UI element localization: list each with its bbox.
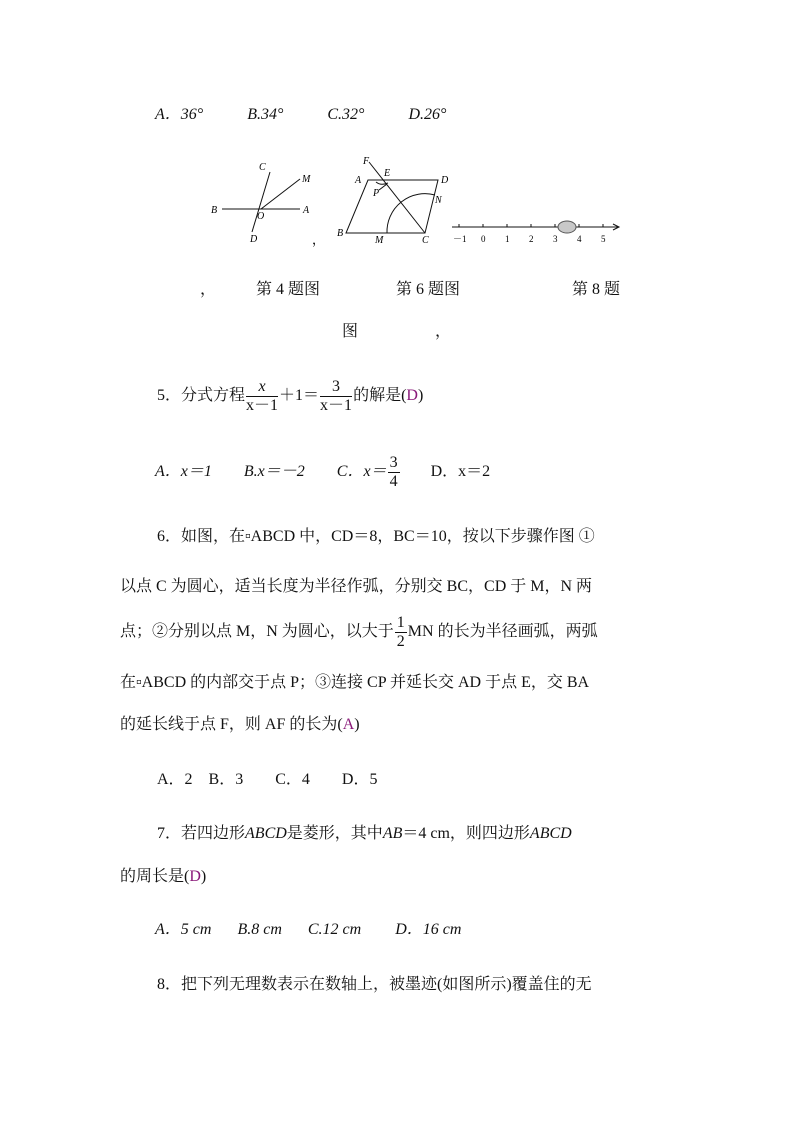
q5-fraction-1-numerator: x xyxy=(246,378,278,397)
q5-middle: ＋1＝ xyxy=(279,387,320,404)
q3-option-c: C.32° xyxy=(327,106,365,123)
tick-label: 4 xyxy=(577,234,582,244)
q5-suffix: 的解是( xyxy=(353,387,407,404)
q7-answer: D xyxy=(189,868,201,885)
q5-fraction-2-numerator: 3 xyxy=(320,378,352,397)
q5-option-d: D．x＝2 xyxy=(430,463,491,480)
figures-row xyxy=(200,152,630,252)
q7-line-2-close: ) xyxy=(200,868,207,885)
fig6-label-f: F xyxy=(363,156,370,167)
q5-answer: D xyxy=(406,387,418,404)
tick-label: 2 xyxy=(529,234,534,244)
q7-options xyxy=(155,920,461,940)
q7-abcd-2: ABCD xyxy=(529,825,572,842)
q7-line-1-text: 7．若四边形 xyxy=(157,825,246,842)
caption-fig8: 第 8 题 xyxy=(572,281,621,298)
fig4-label-c: C xyxy=(259,162,266,173)
fig4-label-o: O xyxy=(257,211,265,222)
fig6-label-p: P xyxy=(373,188,380,199)
q7-line-2 xyxy=(120,867,206,887)
q5-option-c-numerator: 3 xyxy=(389,453,398,471)
q5-option-c-fraction xyxy=(388,454,400,491)
q7-option-a: A．5 cm xyxy=(155,921,212,938)
q3-option-d: D.26° xyxy=(408,106,447,123)
tick-label: 3 xyxy=(553,234,558,244)
q6-half-numerator: 1 xyxy=(396,613,405,631)
tick-label: －1 xyxy=(453,234,467,244)
q7-abcd: ABCD xyxy=(245,825,287,842)
q5-option-b: B.x＝－2 xyxy=(243,463,305,480)
q5-fraction-1 xyxy=(246,378,278,415)
figure-4 xyxy=(222,172,300,232)
ink-blot xyxy=(558,221,576,233)
q5-option-a: A．x＝1 xyxy=(155,463,212,480)
figure-8-number-line xyxy=(452,224,619,230)
q7-option-c: C.12 cm xyxy=(307,921,362,938)
q6-line-3-continuation: MN 的长为半径画弧，两弧 xyxy=(407,623,598,640)
fig4-label-m: M xyxy=(302,174,311,185)
caption-leading-comma: ， xyxy=(200,281,217,298)
fig6-label-c: C xyxy=(422,235,429,246)
q5-fraction-1-denominator: x－1 xyxy=(246,396,279,414)
q5-fraction-2 xyxy=(320,378,352,415)
q6-line-5-close: ) xyxy=(354,716,360,733)
q5-options xyxy=(155,452,490,492)
q5-prefix: 5．分式方程 xyxy=(157,387,246,404)
caption-fig4: 第 4 题图 xyxy=(256,281,321,298)
fig-comma-mid: ， xyxy=(312,232,326,247)
fig4-label-b: B xyxy=(211,205,218,216)
q7-ab: AB xyxy=(382,825,403,842)
q6-half-denominator: 2 xyxy=(396,632,405,650)
q5-option-c-denominator: 4 xyxy=(389,472,398,490)
tick-label: 0 xyxy=(481,234,486,244)
q6-line-1: 6．如图，在▫ABCD 中，CD＝8，BC＝10，按以下步骤作图 ① xyxy=(157,528,595,545)
fig6-label-e: E xyxy=(384,168,391,179)
q5-fraction-2-denominator: x－1 xyxy=(320,396,353,414)
q7-option-d: D．16 cm xyxy=(395,921,462,938)
fig4-label-a: A xyxy=(303,205,310,216)
q6-line-4: 在▫ABCD 的内部交于点 P；③连接 CP 并延长交 AD 于点 E，交 BA xyxy=(120,674,590,691)
q6-line-5-text: 的延长线于点 F，则 AF 的长为( xyxy=(120,716,343,733)
fig6-label-m: M xyxy=(375,235,384,246)
q8-line-1: 8．把下列无理数表示在数轴上，被墨迹(如图所示)覆盖住的无 xyxy=(157,976,592,993)
q7-line-2-text: 的周长是( xyxy=(120,868,190,885)
q6-line-3 xyxy=(120,612,598,652)
q5-suffix-close: ) xyxy=(417,387,424,404)
tick-label: 1 xyxy=(505,234,510,244)
q6-line-3-text: 点；②分别以点 M，N 为圆心，以大于 xyxy=(120,623,394,640)
fig4-label-d: D xyxy=(250,234,258,245)
fig6-label-d: D xyxy=(441,175,449,186)
question-5 xyxy=(157,376,423,416)
q6-line-2: 以点 C 为圆心，适当长度为半径作弧，分别交 BC，CD 于 M，N 两 xyxy=(120,578,593,595)
q7-line-1 xyxy=(157,824,572,844)
q5-option-c-label: C．x＝ xyxy=(336,463,387,480)
q6-answer: A xyxy=(342,716,355,733)
q7-option-b: B.8 cm xyxy=(237,921,282,938)
caption-fig6: 第 6 题图 xyxy=(396,281,461,298)
caption-trailing-comma: ， xyxy=(435,323,452,340)
q3-option-a: A．36° xyxy=(155,106,204,123)
tick-label: 5 xyxy=(601,234,606,244)
caption-fig8-continued: 图 xyxy=(342,323,359,340)
fig6-label-n: N xyxy=(435,195,442,206)
q7-line-1-mid: 是菱形，其中 xyxy=(286,825,383,842)
q6-half-fraction xyxy=(395,614,407,651)
q6-line-5 xyxy=(120,715,360,735)
q5-option-c xyxy=(336,453,401,490)
q3-options xyxy=(155,105,446,125)
q7-line-1-value: ＝4 cm，则四边形 xyxy=(402,825,530,842)
q3-option-b: B.34° xyxy=(247,106,284,123)
fig6-label-b: B xyxy=(337,228,344,239)
q6-options: A．2 B．3 C．4 D．5 xyxy=(157,771,378,788)
fig6-label-a: A xyxy=(355,175,362,186)
figure-6 xyxy=(346,162,438,233)
